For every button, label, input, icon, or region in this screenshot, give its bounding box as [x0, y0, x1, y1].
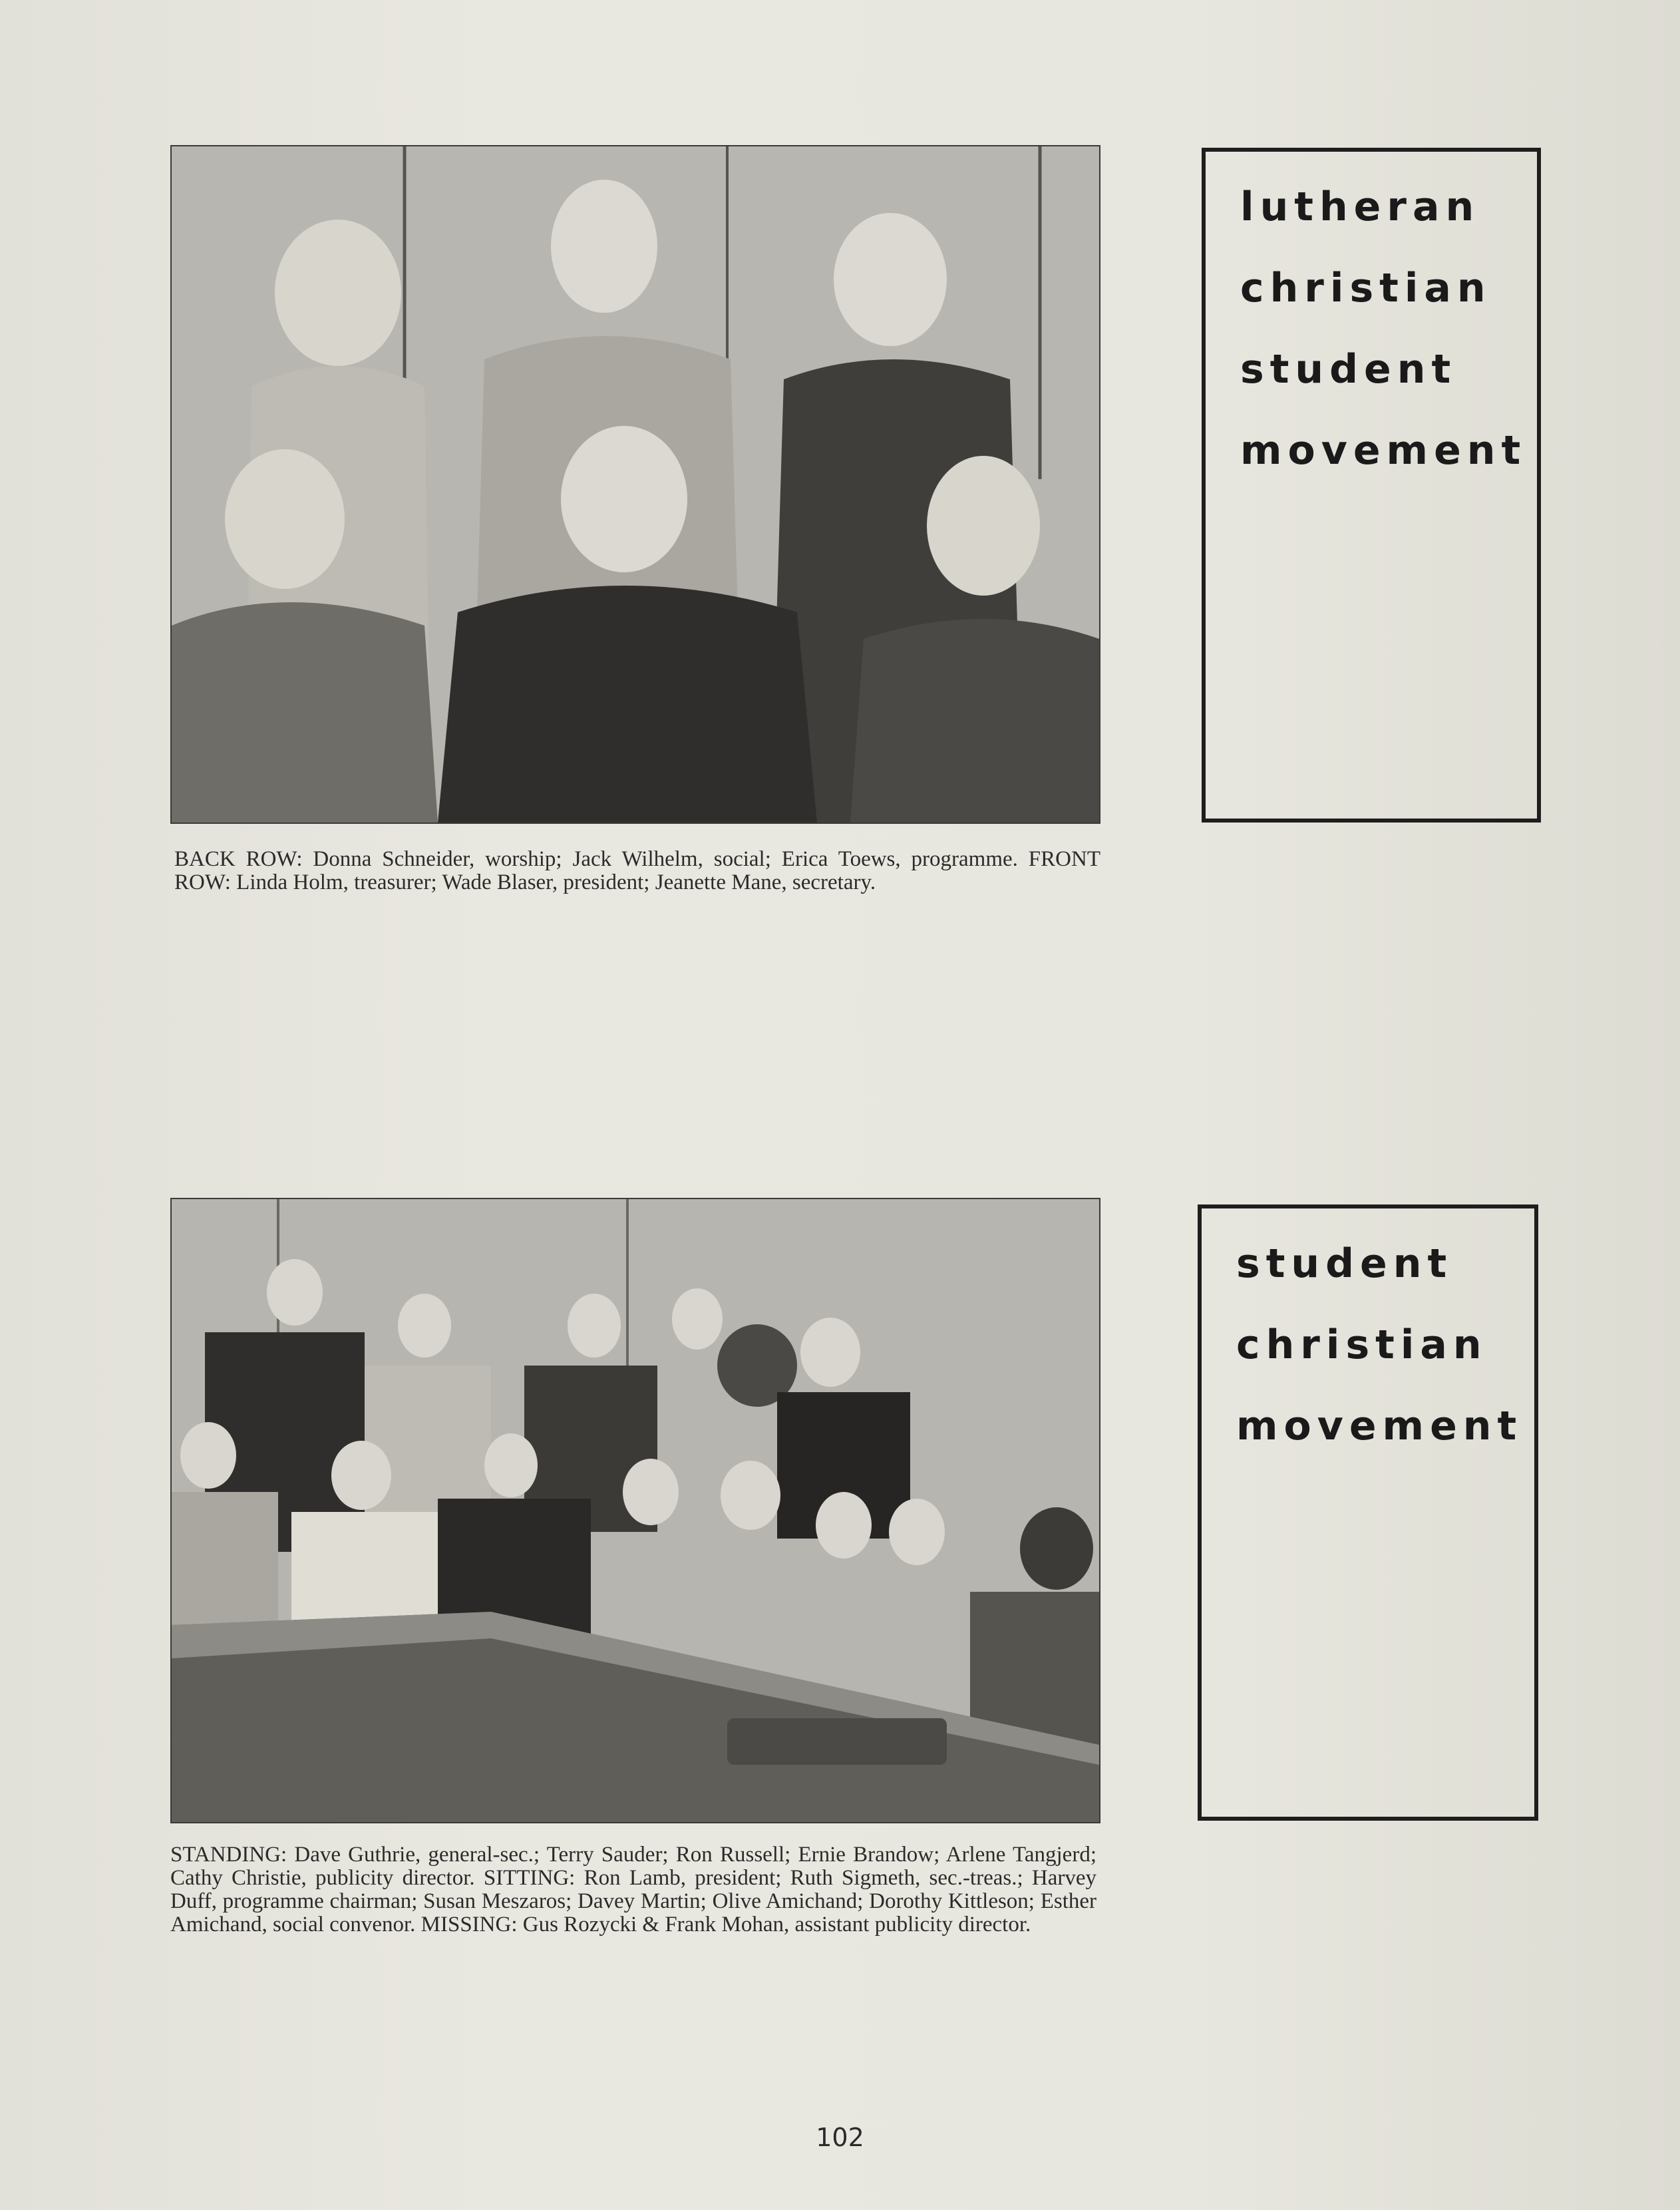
title-line: lutheran: [1240, 184, 1480, 230]
title-line: movement: [1236, 1403, 1523, 1449]
lcsm-group-photo: [170, 145, 1100, 824]
title-line: student: [1240, 346, 1457, 393]
scm-group-photo: [170, 1198, 1100, 1823]
title-line: movement: [1240, 427, 1527, 474]
page-number: 102: [816, 2123, 864, 2152]
scm-title-box: [1198, 1204, 1538, 1821]
lcsm-caption: BACK ROW: Donna Schneider, worship; Jack Wilhelm, social; Erica Toews, programme. FRONT ROW: Linda Holm, treasurer; Wade Blaser, president; Jeanette Mane, secretary.: [174, 847, 1100, 894]
title-line: christian: [1236, 1322, 1488, 1368]
title-line: student: [1236, 1240, 1453, 1287]
title-line: christian: [1240, 265, 1492, 311]
lcsm-title-box: [1202, 148, 1541, 823]
scm-caption: STANDING: Dave Guthrie, general-sec.; Terry Sauder; Ron Russell; Ernie Brandow; Arlene Tangjerd; Cathy Christie, publicity director. SITTING: Ron Lamb, president; Ruth Sigmeth, sec.-treas.; Harvey Duff, programme chairman; Susan Meszaros; Davey Martin; Olive Amichand; Dorothy Kittleson; Esther Amichand, social convenor. MISSING: Gus Rozycki & Frank Mohan, assistant publicity director.: [170, 1843, 1096, 1936]
